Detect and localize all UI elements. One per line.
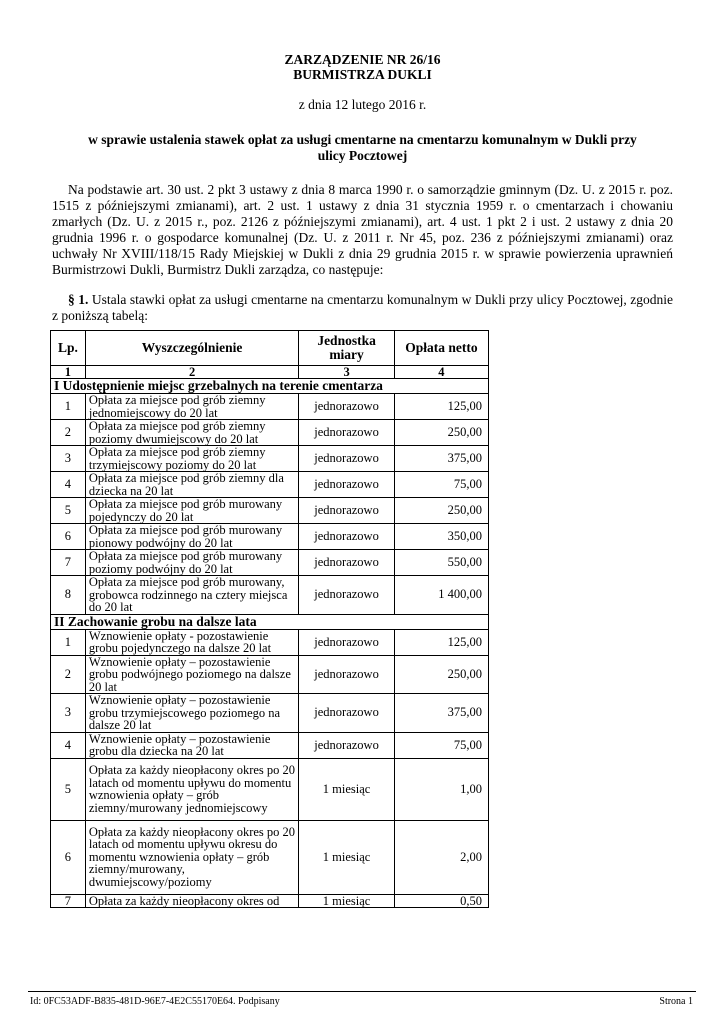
row-lp: 5 <box>51 758 86 820</box>
preamble-paragraph: Na podstawie art. 30 ust. 2 pkt 3 ustawy z dnia 8 marca 1990 r. o samorządzie gminnym (Dz. U. z 2015 r. poz. 1515 z późniejszymi zmianami), art. 2 ust. 1 ustawy z dnia 31 stycznia 1959 r. o cmentarzach i chowaniu zmarłych (Dz. U. z 2015 r., poz. 2126 z późniejszymi zmianami), art. 4 ust. 1 pkt 2 i ust. 2 ustawy z dnia 20 grudnia 1996 r. o gospodarce komunalnej (Dz. U. z 2011 r. Nr 45, poz. 236 z późniejszymi zmianami) oraz uchwały Nr XVIII/118/15 Rady Miejskiej w Dukli z dnia 29 grudnia 2015 r. w sprawie powierzenia uprawnień Burmistrzowi Dukli, Burmistrz Dukli zarządza, co następuje: <box>52 182 673 277</box>
row-lp: 1 <box>51 629 86 655</box>
row-unit: jednorazowo <box>299 524 395 550</box>
row-fee: 1,00 <box>394 758 488 820</box>
table-row <box>51 576 489 615</box>
row-lp: 4 <box>51 472 86 498</box>
row-lp: 5 <box>51 498 86 524</box>
section-header-row <box>51 379 489 394</box>
row-lp: 7 <box>51 550 86 576</box>
row-description: Wznowienie opłaty – pozostawienie grobu dla dziecka na 20 lat <box>85 732 298 758</box>
column-number: 1 <box>51 366 86 379</box>
row-description: Opłata za miejsce pod grób ziemny poziomy dwumiejscowy do 20 lat <box>85 420 298 446</box>
table-row <box>51 894 489 907</box>
row-description: Opłata za miejsce pod grób ziemny jednomiejscowy do 20 lat <box>85 394 298 420</box>
row-unit: 1 miesiąc <box>299 820 395 894</box>
row-description: Wznowienie opłaty - pozostawienie grobu pojedynczego na dalsze 20 lat <box>85 629 298 655</box>
row-description: Opłata za miejsce pod grób murowany poziomy podwójny do 20 lat <box>85 550 298 576</box>
section-mark: § 1. <box>68 292 89 307</box>
row-fee: 125,00 <box>394 629 488 655</box>
table-row <box>51 820 489 894</box>
row-fee: 2,00 <box>394 820 488 894</box>
fees-table <box>50 330 489 908</box>
header-lp: Lp. <box>51 331 86 366</box>
row-fee: 250,00 <box>394 420 488 446</box>
section-header-row <box>51 614 489 629</box>
page-number: Strona 1 <box>659 996 693 1007</box>
section-1-text: Ustala stawki opłat za usługi cmentarne na cmentarzu komunalnym w Dukli przy ulicy Pocztowej, zgodnie z poniższą tabelą: <box>52 292 673 323</box>
document-issuer: BURMISTRZA DUKLI <box>293 67 432 82</box>
row-unit: jednorazowo <box>299 394 395 420</box>
row-fee: 350,00 <box>394 524 488 550</box>
row-lp: 3 <box>51 694 86 733</box>
table-row <box>51 550 489 576</box>
row-lp: 6 <box>51 524 86 550</box>
row-lp: 2 <box>51 420 86 446</box>
table-row <box>51 758 489 820</box>
column-number: 2 <box>85 366 298 379</box>
row-unit: jednorazowo <box>299 472 395 498</box>
row-unit: jednorazowo <box>299 498 395 524</box>
row-lp: 3 <box>51 446 86 472</box>
table-row <box>51 472 489 498</box>
row-description: Opłata za miejsce pod grób murowany pojedynczy do 20 lat <box>85 498 298 524</box>
column-number: 4 <box>394 366 488 379</box>
row-unit: jednorazowo <box>299 446 395 472</box>
row-fee: 250,00 <box>394 655 488 694</box>
row-fee: 250,00 <box>394 498 488 524</box>
row-description: Opłata za każdy nieopłacony okres od <box>85 894 298 907</box>
document-title: ZARZĄDZENIE NR 26/16 <box>284 52 441 67</box>
row-description: Opłata za miejsce pod grób ziemny trzymiejscowy poziomy do 20 lat <box>85 446 298 472</box>
row-fee: 75,00 <box>394 472 488 498</box>
row-fee: 375,00 <box>394 446 488 472</box>
header-description: Wyszczególnienie <box>85 331 298 366</box>
row-fee: 125,00 <box>394 394 488 420</box>
table-row <box>51 655 489 694</box>
document-subject: w sprawie ustalenia stawek opłat za usługi cmentarne na cmentarzu komunalnym w Dukli przy ulicy Pocztowej <box>88 132 637 163</box>
header-fee: Opłata netto <box>394 331 488 366</box>
row-fee: 1 400,00 <box>394 576 488 615</box>
section-1-paragraph <box>52 292 673 324</box>
row-unit: jednorazowo <box>299 550 395 576</box>
table-header-row <box>51 331 489 366</box>
row-description: Opłata za miejsce pod grób murowany, grobowca rodzinnego na cztery miejsca do 20 lat <box>85 576 298 615</box>
table-row <box>51 446 489 472</box>
section-2-heading: II Zachowanie grobu na dalsze lata <box>51 614 489 629</box>
table-row <box>51 629 489 655</box>
row-description: Opłata za miejsce pod grób murowany pionowy podwójny do 20 lat <box>85 524 298 550</box>
table-row <box>51 394 489 420</box>
row-lp: 4 <box>51 732 86 758</box>
row-description: Wznowienie opłaty – pozostawienie grobu trzymiejscowego poziomego na dalsze 20 lat <box>85 694 298 733</box>
row-description: Opłata za każdy nieopłacony okres po 20 latach od momentu upływu okresu do momentu wznowienia opłaty – grób ziemny/murowany, dwumiejscowy/poziomy <box>85 820 298 894</box>
row-unit: 1 miesiąc <box>299 894 395 907</box>
row-description: Opłata za miejsce pod grób ziemny dla dziecka na 20 lat <box>85 472 298 498</box>
row-fee: 550,00 <box>394 550 488 576</box>
row-unit: jednorazowo <box>299 694 395 733</box>
document-id: Id: 0FC53ADF-B835-481D-96E7-4E2C55170E64. Podpisany <box>30 996 280 1007</box>
column-number: 3 <box>299 366 395 379</box>
row-unit: jednorazowo <box>299 576 395 615</box>
table-row <box>51 498 489 524</box>
row-lp: 2 <box>51 655 86 694</box>
row-fee: 375,00 <box>394 694 488 733</box>
footer-divider <box>28 991 696 992</box>
row-lp: 7 <box>51 894 86 907</box>
row-lp: 1 <box>51 394 86 420</box>
document-date: z dnia 12 lutego 2016 r. <box>298 97 427 112</box>
column-number-row <box>51 366 489 379</box>
row-fee: 0,50 <box>394 894 488 907</box>
row-fee: 75,00 <box>394 732 488 758</box>
row-unit: jednorazowo <box>299 655 395 694</box>
header-unit: Jednostka miary <box>299 331 395 366</box>
row-description: Opłata za każdy nieopłacony okres po 20 latach od momentu upływu do momentu wznowienia opłaty – grób ziemny/murowany jednomiejscowy <box>85 758 298 820</box>
table-row <box>51 420 489 446</box>
row-unit: 1 miesiąc <box>299 758 395 820</box>
row-description: Wznowienie opłaty – pozostawienie grobu podwójnego poziomego na dalsze 20 lat <box>85 655 298 694</box>
row-unit: jednorazowo <box>299 629 395 655</box>
table-row <box>51 694 489 733</box>
table-row <box>51 524 489 550</box>
row-unit: jednorazowo <box>299 732 395 758</box>
row-lp: 6 <box>51 820 86 894</box>
section-1-heading: I Udostępnienie miejsc grzebalnych na terenie cmentarza <box>51 379 489 394</box>
row-unit: jednorazowo <box>299 420 395 446</box>
table-row <box>51 732 489 758</box>
row-lp: 8 <box>51 576 86 615</box>
